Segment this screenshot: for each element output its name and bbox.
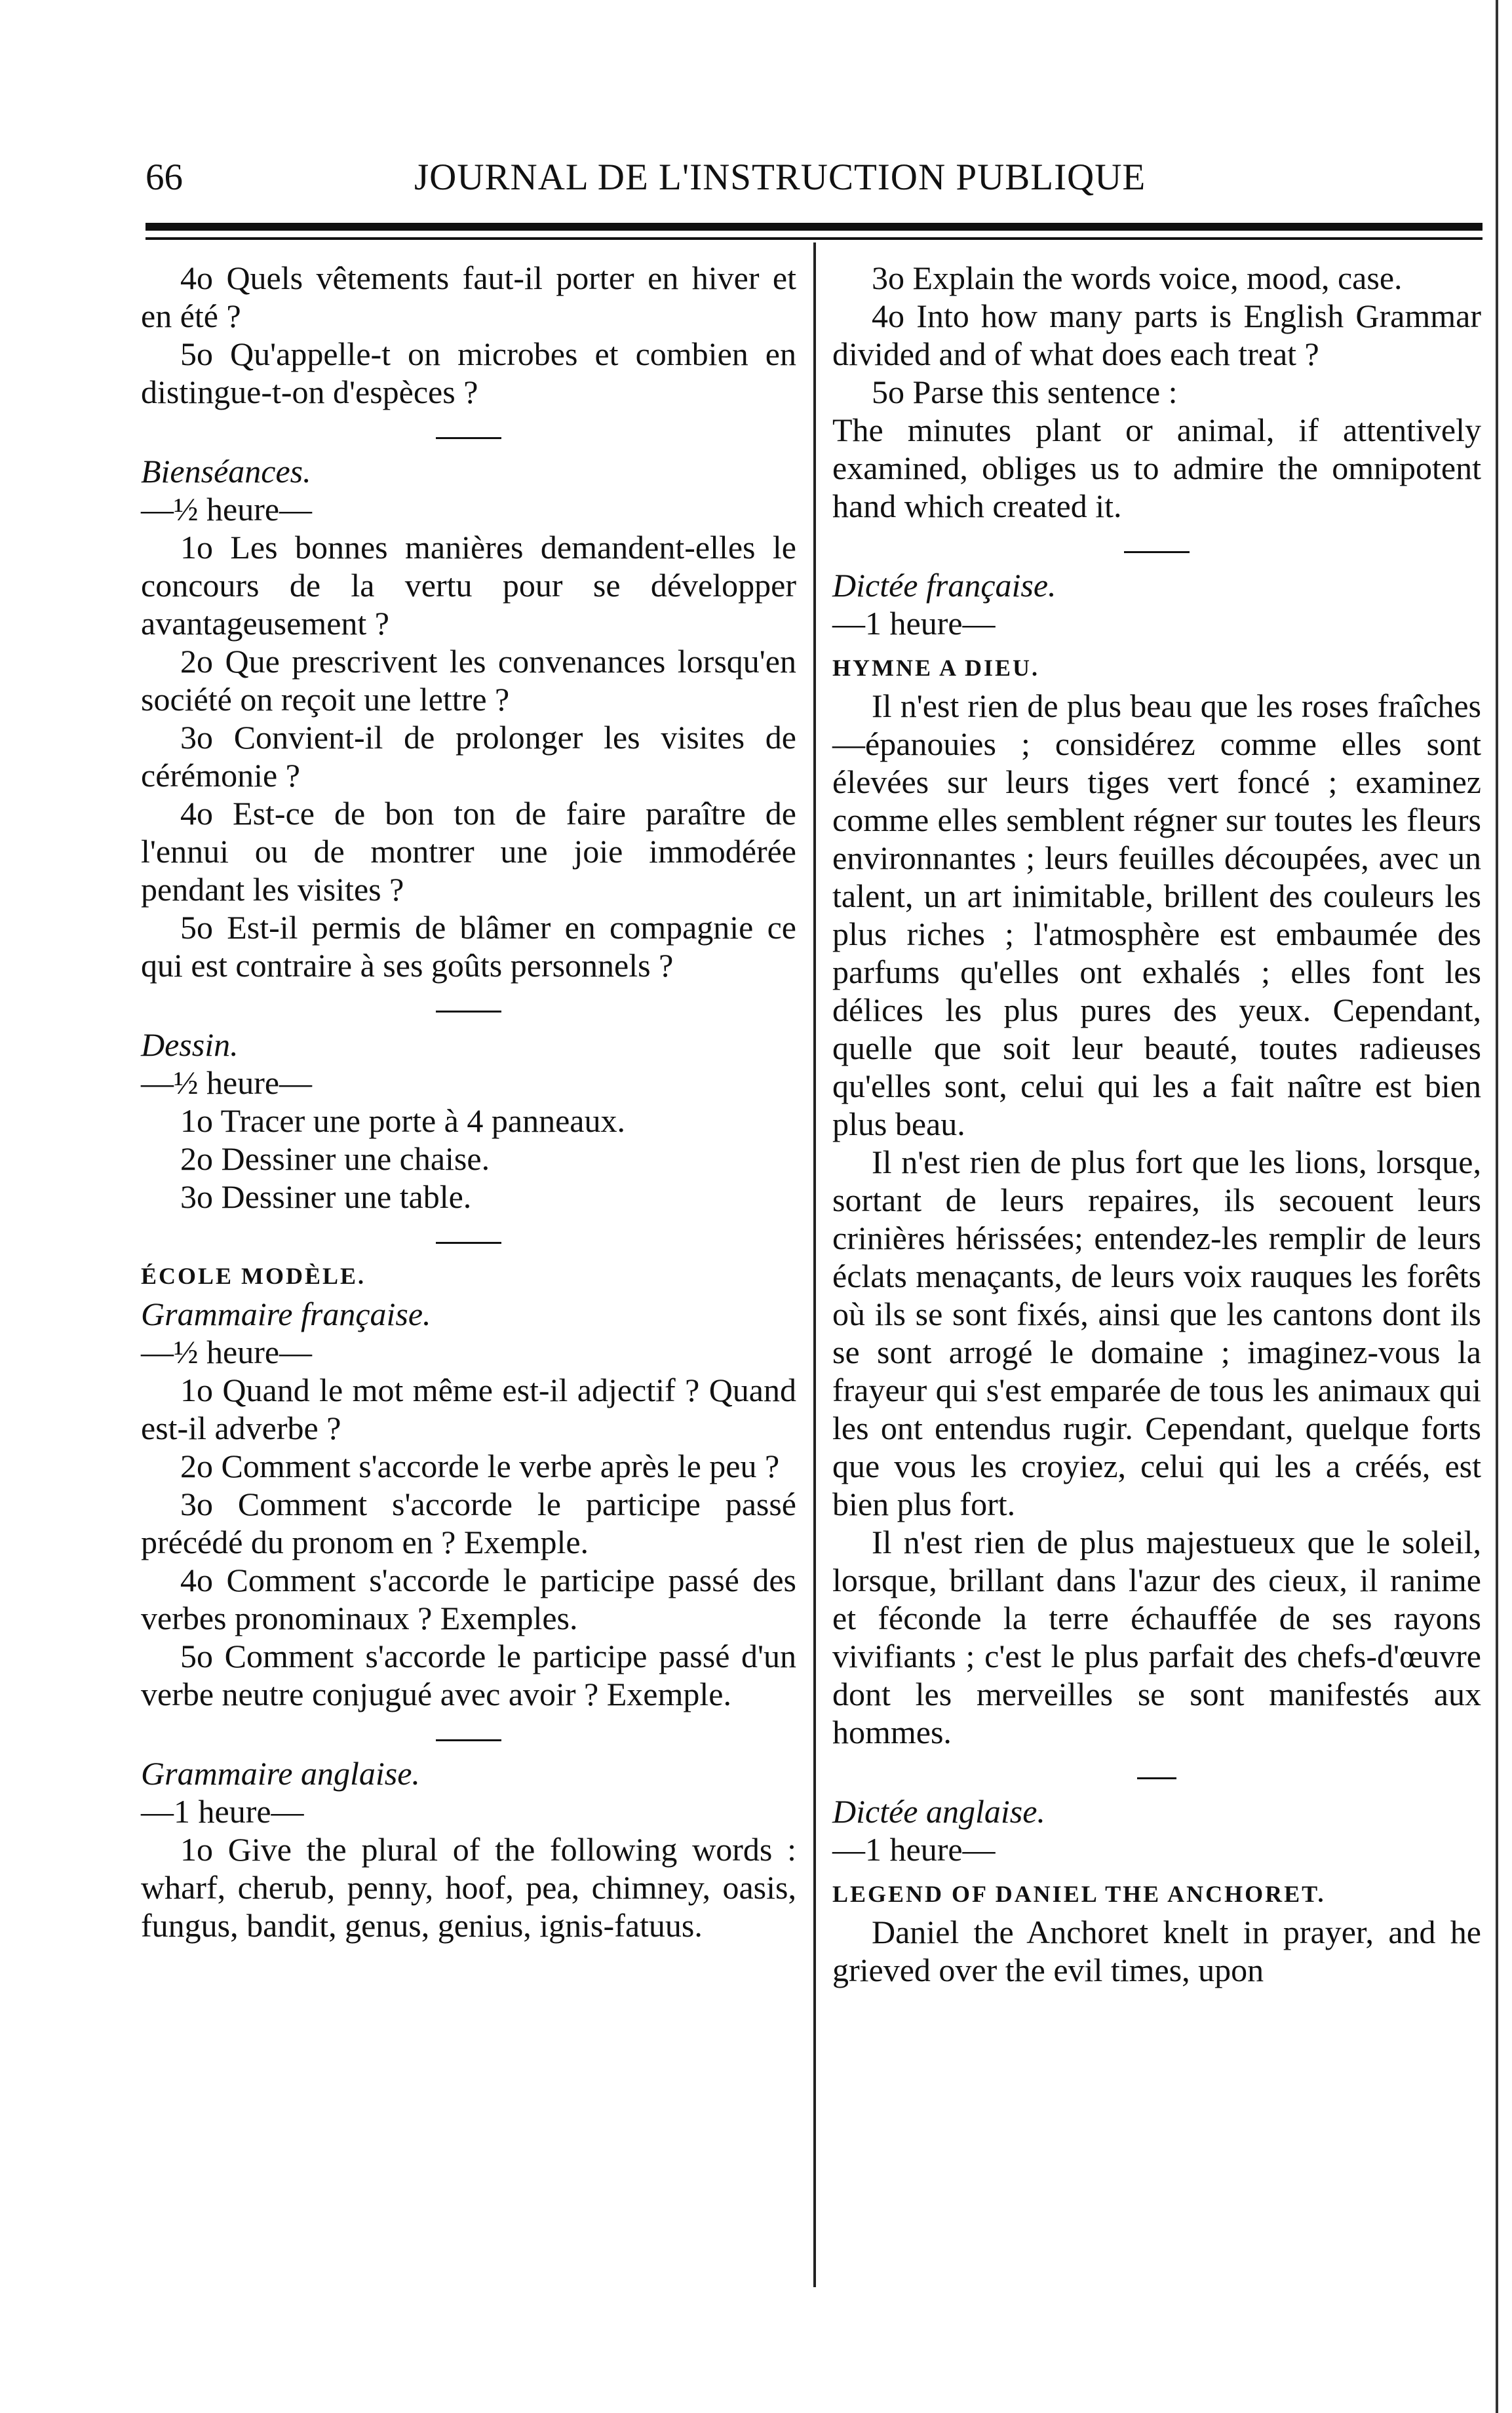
question: 4o Into how many parts is English Grammar divided and of what does each treat ? — [832, 298, 1481, 372]
parse-sentence: The minutes plant or animal, if attentively examined, obliges us to admire the omnipotent hand which created it. — [832, 412, 1481, 524]
section-ecole-modele: ÉCOLE MODÈLE. — [141, 1263, 366, 1289]
left-column — [141, 259, 796, 1944]
column-separator — [813, 242, 816, 2287]
header-rule-thin — [145, 237, 1483, 240]
question: 1o Quand le mot même est-il adjectif ? Quand est-il adverbe ? — [141, 1372, 796, 1446]
question: 3o Convient-il de prolonger les visites de cérémonie ? — [141, 719, 796, 794]
question: 5o Parse this sentence : — [872, 374, 1178, 410]
section-title-dessin: Dessin. — [141, 1026, 239, 1063]
question: 5o Qu'appelle-t on microbes et combien en distingue-t-on d'espèces ? — [141, 336, 796, 410]
question: 4o Quels vêtements faut-il porter en hiver et en été ? — [141, 260, 796, 334]
section-title-grammaire-francaise: Grammaire française. — [141, 1296, 431, 1332]
section-rule — [1137, 1777, 1176, 1779]
dictation-title: HYMNE A DIEU. — [832, 655, 1040, 681]
dictation-paragraph: Il n'est rien de plus fort que les lions, lorsque, sortant de leurs repaires, ils secouent leurs crinières hérissées; entendez-les remplir de leurs éclats menaçants, de leurs voix rauques les forêts où ils se sont fixés, ainsi que les cantons dont ils se sont arrogé le domaine ; imaginez-vous la frayeur qui s'est emparée de tous les animaux qui les ont entendus rugir. Cependant, quelque forts que vous les croyiez, celui qui les a créés, est bien plus fort. — [832, 1144, 1481, 1522]
section-rule — [436, 1011, 501, 1013]
section-rule — [436, 1739, 501, 1741]
section-duration: —1 heure— — [832, 1831, 996, 1868]
question: 5o Est-il permis de blâmer en compagnie ce qui est contraire à ses goûts personnels ? — [141, 909, 796, 984]
question: 4o Comment s'accorde le participe passé des verbes pronominaux ? Exemples. — [141, 1562, 796, 1636]
journal-title: JOURNAL DE L'INSTRUCTION PUBLIQUE — [414, 157, 1146, 198]
section-title-dictee-anglaise: Dictée anglaise. — [832, 1793, 1045, 1830]
question: 3o Explain the words voice, mood, case. — [872, 260, 1403, 296]
question: 2o Que prescrivent les convenances lorsqu'en société on reçoit une lettre ? — [141, 643, 796, 718]
section-rule — [436, 437, 501, 439]
section-duration: —1 heure— — [141, 1793, 304, 1830]
question: 2o Comment s'accorde le verbe après le peu ? — [180, 1448, 780, 1484]
dictation-paragraph: Il n'est rien de plus majestueux que le soleil, lorsque, brillant dans l'azur des cieux, il ranime et féconde la terre échauffée de ses rayons vivifiants ; c'est le plus parfait des chefs-d'œuvre dont les merveilles se sont manifestés aux hommes. — [832, 1524, 1481, 1750]
question: 2o Dessiner une chaise. — [180, 1140, 490, 1177]
right-column — [832, 259, 1481, 1989]
section-rule — [436, 1242, 501, 1244]
section-rule — [1124, 551, 1190, 553]
dictation-paragraph: Il n'est rien de plus beau que les roses fraîches—épanouies ; considérez comme elles sont élevées sur leurs tiges vert foncé ; examinez comme elles semblent régner sur toutes les fleurs environnantes ; leurs feuilles découpées, avec un talent, un art inimitable, brillent des couleurs les plus riches ; l'atmosphère est embaumée des parfums qu'elles ont exhalés ; elles font les délices les plus pures des yeux. Cependant, quelle que soit leur beauté, toutes radieuses qu'elles sont, celui qui les a fait naître est bien plus beau. — [832, 687, 1481, 1142]
question: 1o Give the plural of the following words : wharf, cherub, penny, hoof, pea, chimney, oasis, fungus, bandit, genus, genius, ignis-fatuus. — [141, 1831, 796, 1944]
dictation-paragraph: Daniel the Anchoret knelt in prayer, and he grieved over the evil times, upon — [832, 1914, 1481, 1988]
section-title-dictee-francaise: Dictée française. — [832, 567, 1056, 604]
section-title-grammaire-anglaise: Grammaire anglaise. — [141, 1755, 420, 1792]
header-rule-thick — [145, 223, 1483, 231]
dictation-title: LEGEND OF DANIEL THE ANCHORET. — [832, 1881, 1326, 1907]
section-duration: —½ heure— — [141, 1334, 313, 1370]
question: 1o Tracer une porte à 4 panneaux. — [180, 1102, 625, 1139]
question: 5o Comment s'accorde le participe passé d'un verbe neutre conjugué avec avoir ? Exemple. — [141, 1638, 796, 1712]
section-duration: —1 heure— — [832, 605, 996, 642]
section-duration: —½ heure— — [141, 491, 313, 528]
section-duration: —½ heure— — [141, 1064, 313, 1101]
page-edge — [1496, 0, 1498, 2413]
question: 3o Comment s'accorde le participe passé précédé du pronom en ? Exemple. — [141, 1486, 796, 1560]
question: 1o Les bonnes manières demandent-elles le concours de la vertu pour se développer avantageusement ? — [141, 529, 796, 642]
section-title-bienseances: Bienséances. — [141, 453, 311, 490]
question: 4o Est-ce de bon ton de faire paraître de l'ennui ou de montrer une joie immodérée pendant les visites ? — [141, 795, 796, 908]
question: 3o Dessiner une table. — [180, 1178, 472, 1215]
page-header — [145, 156, 1230, 208]
page-number: 66 — [145, 157, 183, 198]
